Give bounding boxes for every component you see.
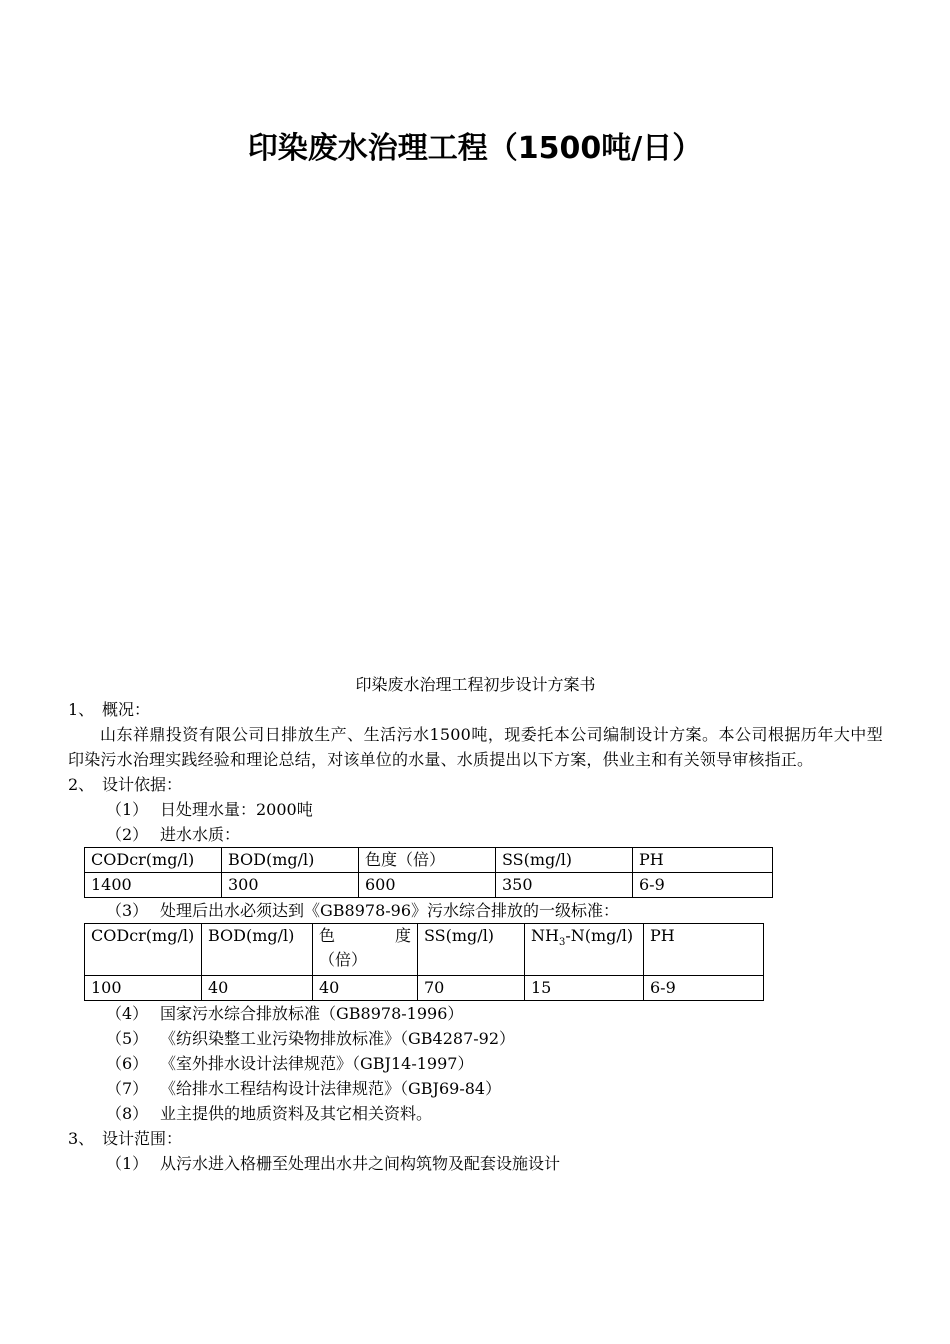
section-number: 3、: [68, 1129, 95, 1148]
item-text: 日处理水量：2000吨: [160, 800, 313, 819]
list-item: [68, 1101, 883, 1126]
table-cell: 色度（倍）: [359, 848, 496, 873]
nh-subscript: 3: [558, 937, 566, 949]
list-item: [68, 1076, 883, 1101]
nh-label: NH: [531, 926, 559, 945]
table-cell: 300: [222, 873, 359, 898]
table-cell: 350: [496, 873, 633, 898]
item-number: （8）: [106, 1104, 149, 1123]
item-text: 处理后出水必须达到《GB8978-96》污水综合排放的一级标准：: [160, 901, 620, 920]
item-number: （1）: [106, 1154, 149, 1173]
color-header-char: 度: [394, 926, 411, 945]
table-cell: [525, 924, 644, 976]
item-number: （2）: [106, 825, 149, 844]
item-number: （6）: [106, 1054, 149, 1073]
item-text: 《纺织染整工业污染物排放标准》（GB4287-92）: [160, 1029, 516, 1048]
table-cell: PH: [644, 924, 764, 976]
item-number: （5）: [106, 1029, 149, 1048]
table-cell: SS(mg/l): [418, 924, 525, 976]
table-cell: 1400: [85, 873, 222, 898]
color-header-unit: （倍）: [319, 950, 368, 969]
document-body: [68, 672, 883, 1176]
table-cell: BOD(mg/l): [222, 848, 359, 873]
list-item: [68, 898, 883, 923]
list-item: [68, 1026, 883, 1051]
table-cell: BOD(mg/l): [202, 924, 313, 976]
influent-quality-table: [84, 847, 773, 898]
item-number: （4）: [106, 1004, 149, 1023]
item-number: （7）: [106, 1079, 149, 1098]
table-cell: SS(mg/l): [496, 848, 633, 873]
color-header-top: [319, 924, 411, 948]
table-cell: 70: [418, 976, 525, 1001]
item-text: 业主提供的地质资料及其它相关资料。: [160, 1104, 433, 1123]
color-header-char: 色: [319, 926, 336, 945]
section-heading-overview: [68, 697, 883, 722]
item-text: 《室外排水设计法律规范》（GBJ14-1997）: [160, 1054, 474, 1073]
document-title: 印染废水治理工程（1500吨/日）: [247, 131, 703, 166]
table-cell: CODcr(mg/l): [85, 848, 222, 873]
table-cell: 600: [359, 873, 496, 898]
table-cell: 6-9: [633, 873, 773, 898]
table-cell: PH: [633, 848, 773, 873]
table-row: [85, 976, 764, 1001]
table-cell: 15: [525, 976, 644, 1001]
list-item: [68, 797, 883, 822]
document-subtitle: 印染废水治理工程初步设计方案书: [355, 675, 596, 694]
effluent-standard-table: [84, 923, 764, 1001]
nh-unit: -N(mg/l): [565, 926, 634, 945]
section-heading-design-scope: [68, 1126, 883, 1151]
item-text: 从污水进入格栅至处理出水井之间构筑物及配套设施设计: [160, 1154, 561, 1173]
list-item: [68, 1051, 883, 1076]
table-cell: 6-9: [644, 976, 764, 1001]
table-cell: 40: [313, 976, 418, 1001]
section-number: 1、: [68, 700, 95, 719]
table-header-row: [85, 848, 773, 873]
table-cell: 100: [85, 976, 202, 1001]
overview-paragraph: 山东祥鼎投资有限公司日排放生产、生活污水1500吨，现委托本公司编制设计方案。本公司根据历年大中型印染污水治理实践经验和理论总结，对该单位的水量、水质提出以下方案，供业主和有关领导审核指正。: [68, 725, 883, 769]
item-text: 进水水质：: [160, 825, 241, 844]
item-text: 国家污水综合排放标准（GB8978-1996）: [160, 1004, 464, 1023]
section-label: 概况：: [102, 700, 151, 719]
section-heading-design-basis: [68, 772, 883, 797]
item-number: （3）: [106, 901, 149, 920]
section-label: 设计范围：: [102, 1129, 183, 1148]
table-cell: [313, 924, 418, 976]
section-label: 设计依据：: [102, 775, 183, 794]
table-cell: CODcr(mg/l): [85, 924, 202, 976]
table-cell: 40: [202, 976, 313, 1001]
table-row: [85, 873, 773, 898]
table-header-row: [85, 924, 764, 976]
list-item: [68, 1001, 883, 1026]
item-text: 《给排水工程结构设计法律规范》（GBJ69-84）: [160, 1079, 502, 1098]
list-item: [68, 822, 883, 847]
list-item: [68, 1151, 883, 1176]
item-number: （1）: [106, 800, 149, 819]
section-number: 2、: [68, 775, 95, 794]
